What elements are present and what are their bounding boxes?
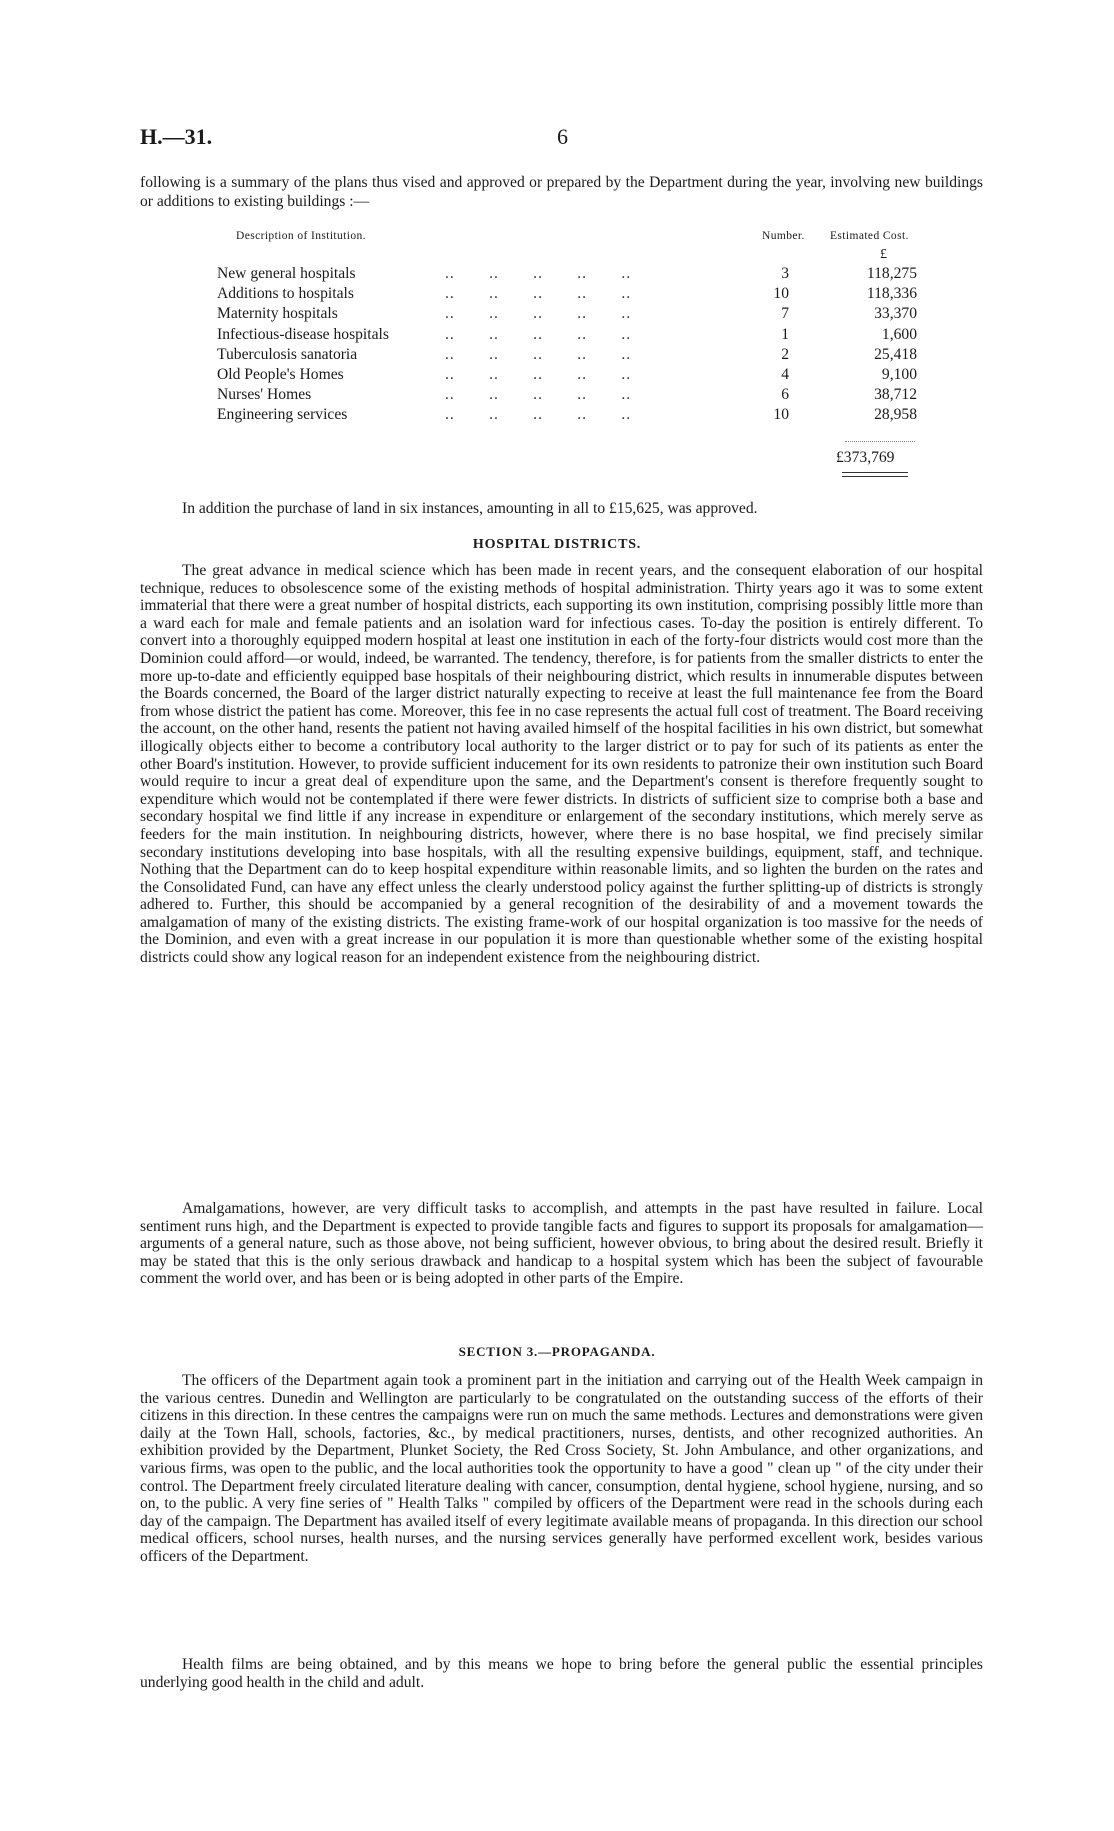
row-number: 2: [781, 345, 789, 363]
row-cost: 1,600: [881, 325, 917, 343]
row-label: Engineering services: [217, 406, 350, 424]
row-number: 1: [781, 325, 789, 343]
leader-dots: .. .. .. .. ..: [445, 406, 632, 424]
row-cost: 38,712: [874, 386, 917, 404]
leader-dots: .. .. .. .. ..: [445, 386, 632, 404]
table-row: [217, 346, 957, 366]
currency-symbol: £: [880, 247, 887, 262]
row-label: Old People's Homes: [217, 366, 347, 384]
leader-dots: .. .. .. .. ..: [445, 325, 632, 343]
leader-dots: .. .. .. .. ..: [445, 285, 632, 303]
row-label: Additions to hospitals: [217, 285, 357, 303]
table-row: [217, 406, 957, 426]
row-cost: 9,100: [881, 365, 917, 383]
row-label: Infectious-disease hospitals: [217, 326, 392, 344]
table-row: [217, 326, 957, 346]
column-header-cost: Estimated Cost.: [830, 230, 909, 242]
page-number: 6: [557, 124, 568, 149]
sum-rule: [845, 441, 915, 442]
row-number: 4: [781, 365, 789, 383]
row-label: Maternity hospitals: [217, 305, 341, 323]
table-total: £373,769: [836, 449, 895, 466]
leader-dots: .. .. .. .. ..: [445, 305, 632, 323]
row-cost: 28,958: [874, 406, 917, 424]
total-double-rule: [842, 472, 908, 477]
row-number: 7: [781, 305, 789, 323]
addition-note: In addition the purchase of land in six instances, amounting in all to £15,625, was approved.: [182, 500, 758, 517]
row-cost: 118,275: [866, 265, 917, 282]
leader-dots: .. .. .. .. ..: [445, 265, 632, 282]
propaganda-paragraph-2: Health films are being obtained, and by this means we hope to bring before the general public the essential principles underlying good health in the child and adult.: [140, 1656, 983, 1691]
section-title-propaganda: SECTION 3.—PROPAGANDA.: [458, 1344, 656, 1359]
leader-dots: .. .. .. .. ..: [445, 345, 632, 363]
row-cost: 118,336: [866, 285, 917, 303]
leader-dots: .. .. .. .. ..: [445, 365, 632, 383]
table-row: [217, 265, 957, 285]
row-label: Nurses' Homes: [217, 386, 314, 404]
institutions-table: [217, 265, 957, 427]
row-number: 3: [781, 265, 789, 282]
row-number: 10: [773, 285, 789, 303]
table-row: [217, 285, 957, 305]
row-number: 10: [773, 406, 789, 424]
section-title-hospital-districts: HOSPITAL DISTRICTS.: [472, 537, 642, 552]
row-cost: 33,370: [874, 305, 917, 323]
report-reference: H.—31.: [140, 124, 213, 149]
row-cost: 25,418: [874, 345, 917, 363]
table-row: [217, 386, 957, 406]
intro-paragraph: following is a summary of the plans thus vised and approved or prepared by the Department during the year, involving new buildings or additions to existing buildings :—: [140, 174, 983, 210]
row-label: Tuberculosis sanatoria: [217, 346, 360, 364]
column-header-number: Number.: [762, 230, 805, 242]
column-header-description: Description of Institution.: [236, 230, 366, 242]
hospital-districts-paragraph-1: The great advance in medical science which has been made in recent years, and the consequent elaboration of our hospital technique, reduces to obsolescence some of the existing methods of hospital administration. Thirty years ago it was to some extent immaterial that there were a great number of hospital districts, each supporting its own institution, comprising possibly little more than a ward each for male and female patients and an isolation ward for infectious cases. To-day the position is entirely different. To convert into a thoroughly equipped modern hospital at least one institution in each of the forty-four districts would cost more than the Dominion could afford—or would, indeed, be warranted. The tendency, therefore, is for patients from the smaller districts to enter the more up-to-date and efficiently equipped base hospitals of their neighbouring district, which results in innumerable disputes between the Boards concerned, the Board of the larger district naturally expecting to receive at least the full maintenance fee from the Board from whose district the patient has come. Moreover, this fee in no case represents the actual full cost of treatment. The Board receiving the account, on the other hand, resents the patient not having availed himself of the hospital facilities in his own district, but somewhat illogically objects either to become a contributory local authority to the larger district or to pay for such of its patients as enter the other Board's institution. However, to provide sufficient inducement for its own residents to patronize their own institution such Board would require to incur a great deal of expenditure upon the same, and the Department's consent is therefore frequently sought to expenditure which would not be contemplated if there were fewer districts. In districts of sufficient size to comprise both a base and secondary hospital we find little if any increase in expenditure or enlargement of the secondary institutions, which merely serve as feeders for the main institution. In neighbouring districts, however, where there is no base hospital, we find precisely similar secondary institutions developing into base hospitals, with all the resulting expensive buildings, equipment, staff, and technique. Nothing that the Department can do to keep hospital expenditure within reasonable limits, and so lighten the burden on the rates and the Consolidated Fund, can have any effect unless the clearly understood policy against the further splitting-up of districts is strongly adhered to. Further, this should be accompanied by a general recognition of the desirability of and a movement towards the amalgamation of many of the existing districts. The existing frame-work of our hospital organization is too massive for the needs of the Dominion, and even with a great increase in our population it is more than questionable whether some of the existing hospital districts could show any logical reason for an independent existence from the neighbouring district.: [140, 562, 983, 967]
row-label: New general hospitals: [217, 265, 359, 283]
propaganda-paragraph-1: The officers of the Department again took a prominent part in the initiation and carrying out of the Health Week campaign in the various centres. Dunedin and Wellington are particularly to be congratulated on the outstanding success of the efforts of their citizens in this direction. In these centres the campaigns were run on much the same methods. Lectures and demonstrations were given daily at the Town Hall, schools, factories, &c., by medical practitioners, nurses, dentists, and other recognized authorities. An exhibition provided by the Department, Plunket Society, the Red Cross Society, St. John Ambulance, and other organizations, and various firms, was open to the public, and the local authorities took the opportunity to have a good " clean up " of the city under their control. The Department freely circulated literature dealing with cancer, consumption, dental hygiene, school hygiene, nursing, and so on, to the public. A very fine series of " Health Talks " compiled by officers of the Department were read in the schools during each day of the campaign. The Department has availed itself of every legitimate available means of propaganda. In this direction our school medical officers, school nurses, health nurses, and the nursing services generally have performed excellent work, besides various officers of the Department.: [140, 1372, 983, 1565]
table-row: [217, 305, 957, 325]
table-row: [217, 366, 957, 386]
row-number: 6: [781, 386, 789, 404]
hospital-districts-paragraph-2: Amalgamations, however, are very difficult tasks to accomplish, and attempts in the past have resulted in failure. Local sentiment runs high, and the Department is expected to provide tangible facts and figures to support its proposals for amalgamation—arguments of a general nature, such as those above, not being sufficient, however obvious, to bring about the desired result. Briefly it may be stated that this is the only serious drawback and handicap to a hospital system which has been the subject of favourable comment the world over, and has been or is being adopted in other parts of the Empire.: [140, 1200, 983, 1288]
